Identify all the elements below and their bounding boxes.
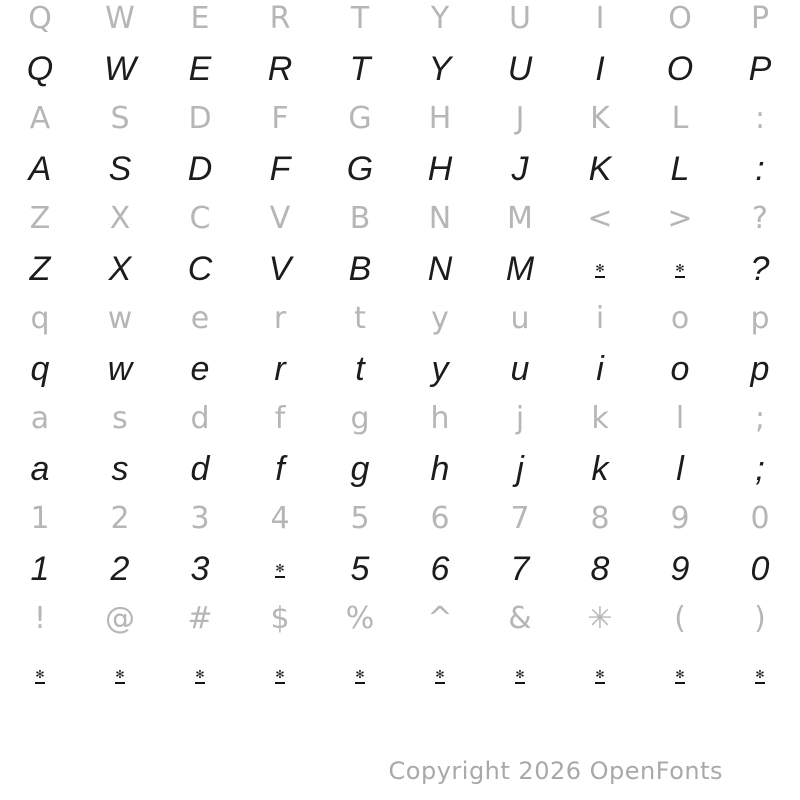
glyph-cell: L (671, 101, 689, 136)
glyph-cell: 0 (750, 550, 770, 588)
glyph-cell: a (30, 401, 50, 436)
glyph-cell: r (273, 301, 287, 336)
missing-glyph-mark: ✻ (400, 650, 480, 700)
missing-glyph-mark: ✻ (240, 650, 320, 700)
glyph-cell: s (111, 450, 129, 488)
glyph-cell: y (431, 350, 449, 388)
glyph-cell: ? (750, 250, 770, 288)
glyph-cell: 8 (590, 550, 610, 588)
missing-glyph-mark: ✻ (480, 650, 560, 700)
missing-glyph-mark: ✻ (560, 244, 640, 294)
glyph-cell: V (268, 250, 292, 288)
glyph-cell: H (427, 150, 453, 188)
glyph-cell: D (187, 150, 213, 188)
glyph-cell: Y (428, 50, 452, 88)
glyph-cell: C (187, 250, 213, 288)
glyph-cell: W (105, 1, 135, 36)
glyph-cell: g (350, 450, 370, 488)
glyph-cell: 4 (270, 501, 290, 536)
glyph-cell: Y (430, 1, 450, 36)
glyph-cell: 5 (350, 550, 370, 588)
glyph-cell: K (588, 150, 612, 188)
muted-glyph-row (0, 594, 800, 644)
glyph-cell: V (269, 201, 291, 236)
glyph-cell: U (507, 50, 533, 88)
glyph-cell: d (190, 401, 210, 436)
specimen-glyph-row (0, 544, 800, 594)
missing-glyph-mark: ✻ (240, 544, 320, 594)
glyph-cell: N (427, 250, 453, 288)
glyph-cell: g (350, 401, 370, 436)
missing-glyph-mark: ✻ (560, 650, 640, 700)
glyph-cell: q (30, 301, 50, 336)
missing-glyph-mark: ✻ (320, 650, 400, 700)
glyph-cell: o (670, 350, 690, 388)
glyph-cell: a (30, 450, 50, 488)
glyph-cell: G (346, 150, 374, 188)
muted-glyph-row (0, 194, 800, 244)
glyph-cell: 8 (590, 501, 610, 536)
glyph-cell: K (590, 101, 610, 136)
specimen-glyph-row (0, 444, 800, 494)
glyph-cell: e (190, 350, 210, 388)
glyph-cell: ? (752, 201, 768, 236)
glyph-cell: I (595, 50, 605, 88)
glyph-cell: ) (754, 601, 766, 636)
glyph-cell: d (190, 450, 210, 488)
glyph-cell: J (515, 101, 525, 136)
glyph-cell: w (107, 350, 133, 388)
glyph-cell: H (428, 101, 452, 136)
glyph-cell: t (354, 301, 366, 336)
glyph-cell: T (350, 1, 370, 36)
glyph-cell: r (274, 350, 286, 388)
glyph-cell: ! (33, 601, 47, 636)
glyph-cell: S (110, 101, 130, 136)
missing-glyph-mark: ✻ (80, 650, 160, 700)
glyph-cell: B (349, 201, 371, 236)
glyph-cell: 7 (510, 501, 530, 536)
glyph-cell: $ (270, 601, 290, 636)
glyph-cell: i (596, 350, 604, 388)
glyph-cell: P (748, 50, 772, 88)
glyph-cell: < (587, 201, 613, 236)
glyph-cell: U (509, 1, 531, 36)
glyph-cell: A (28, 150, 52, 188)
glyph-cell: u (510, 301, 530, 336)
specimen-glyph-row (0, 144, 800, 194)
glyph-cell: Z (29, 201, 51, 236)
glyph-cell: h (430, 401, 450, 436)
muted-glyph-row (0, 94, 800, 144)
glyph-cell: : (754, 101, 766, 136)
glyph-cell: & (508, 601, 532, 636)
glyph-cell: Z (29, 250, 51, 288)
muted-glyph-row (0, 0, 800, 44)
glyph-cell: D (188, 101, 212, 136)
glyph-cell: s (112, 401, 128, 436)
glyph-cell: 1 (30, 501, 50, 536)
glyph-cell: % (345, 601, 375, 636)
glyph-cell: A (29, 101, 51, 136)
glyph-cell: h (430, 450, 450, 488)
glyph-cell: t (355, 350, 365, 388)
glyph-cell: O (668, 1, 692, 36)
glyph-cell: k (591, 450, 609, 488)
glyph-cell: B (348, 250, 372, 288)
glyph-cell: ; (755, 450, 765, 488)
glyph-cell: ( (674, 601, 686, 636)
glyph-cell: p (750, 301, 770, 336)
glyph-cell: Q (28, 1, 52, 36)
specimen-glyph-row (0, 344, 800, 394)
glyph-cell: Q (26, 50, 54, 88)
missing-glyph-mark: ✻ (160, 650, 240, 700)
glyph-cell: l (675, 401, 685, 436)
glyph-cell: ✳ (587, 601, 613, 636)
glyph-cell: 9 (670, 501, 690, 536)
specimen-glyph-row (0, 44, 800, 94)
glyph-cell: 3 (190, 550, 210, 588)
glyph-cell: j (516, 450, 524, 488)
glyph-cell: 1 (30, 550, 50, 588)
glyph-cell: q (30, 350, 50, 388)
glyph-cell: R (269, 1, 291, 36)
glyph-cell: C (189, 201, 211, 236)
glyph-cell: f (274, 401, 286, 436)
glyph-cell: w (107, 301, 133, 336)
glyph-cell: i (595, 301, 605, 336)
glyph-cell: I (595, 1, 605, 36)
glyph-cell: J (511, 150, 529, 188)
glyph-cell: P (750, 1, 770, 36)
glyph-cell: l (676, 450, 684, 488)
glyph-cell: @ (105, 601, 135, 636)
glyph-cell: X (108, 250, 132, 288)
copyright-text: Copyright 2026 OpenFonts (388, 757, 723, 785)
specimen-glyph-row (0, 650, 800, 700)
glyph-cell: 2 (110, 501, 130, 536)
glyph-cell: 6 (430, 501, 450, 536)
glyph-cell: # (187, 601, 213, 636)
muted-glyph-row (0, 494, 800, 544)
glyph-cell: G (348, 101, 372, 136)
glyph-cell: F (271, 101, 289, 136)
glyph-cell: M (505, 250, 535, 288)
glyph-cell: 2 (110, 550, 130, 588)
glyph-cell: X (109, 201, 131, 236)
glyph-cell: : (755, 150, 765, 188)
specimen-glyph-row (0, 244, 800, 294)
glyph-cell: 6 (430, 550, 450, 588)
glyph-cell: 7 (510, 550, 530, 588)
glyph-cell: T (349, 50, 371, 88)
glyph-cell: R (267, 50, 293, 88)
glyph-cell: k (591, 401, 609, 436)
glyph-cell: p (750, 350, 770, 388)
glyph-cell: o (670, 301, 690, 336)
glyph-cell: E (190, 1, 210, 36)
glyph-cell: f (275, 450, 285, 488)
glyph-cell: M (507, 201, 533, 236)
glyph-cell: L (670, 150, 690, 188)
glyph-cell: 0 (750, 501, 770, 536)
missing-glyph-mark: ✻ (640, 244, 720, 294)
glyph-cell: e (190, 301, 210, 336)
glyph-cell: u (510, 350, 530, 388)
glyph-cell: 3 (190, 501, 210, 536)
glyph-cell: F (269, 150, 291, 188)
glyph-cell: 9 (670, 550, 690, 588)
glyph-cell: j (515, 401, 525, 436)
glyph-cell: y (431, 301, 449, 336)
glyph-cell: W (103, 50, 137, 88)
glyph-cell: ^ (427, 601, 453, 636)
muted-glyph-row (0, 394, 800, 444)
missing-glyph-mark: ✻ (720, 650, 800, 700)
glyph-cell: > (667, 201, 693, 236)
glyph-cell: ; (754, 401, 766, 436)
glyph-cell: O (666, 50, 694, 88)
glyph-cell: N (428, 201, 452, 236)
muted-glyph-row (0, 294, 800, 344)
missing-glyph-mark: ✻ (0, 650, 80, 700)
glyph-cell: S (108, 150, 132, 188)
missing-glyph-mark: ✻ (640, 650, 720, 700)
glyph-cell: E (188, 50, 212, 88)
glyph-cell: 5 (350, 501, 370, 536)
